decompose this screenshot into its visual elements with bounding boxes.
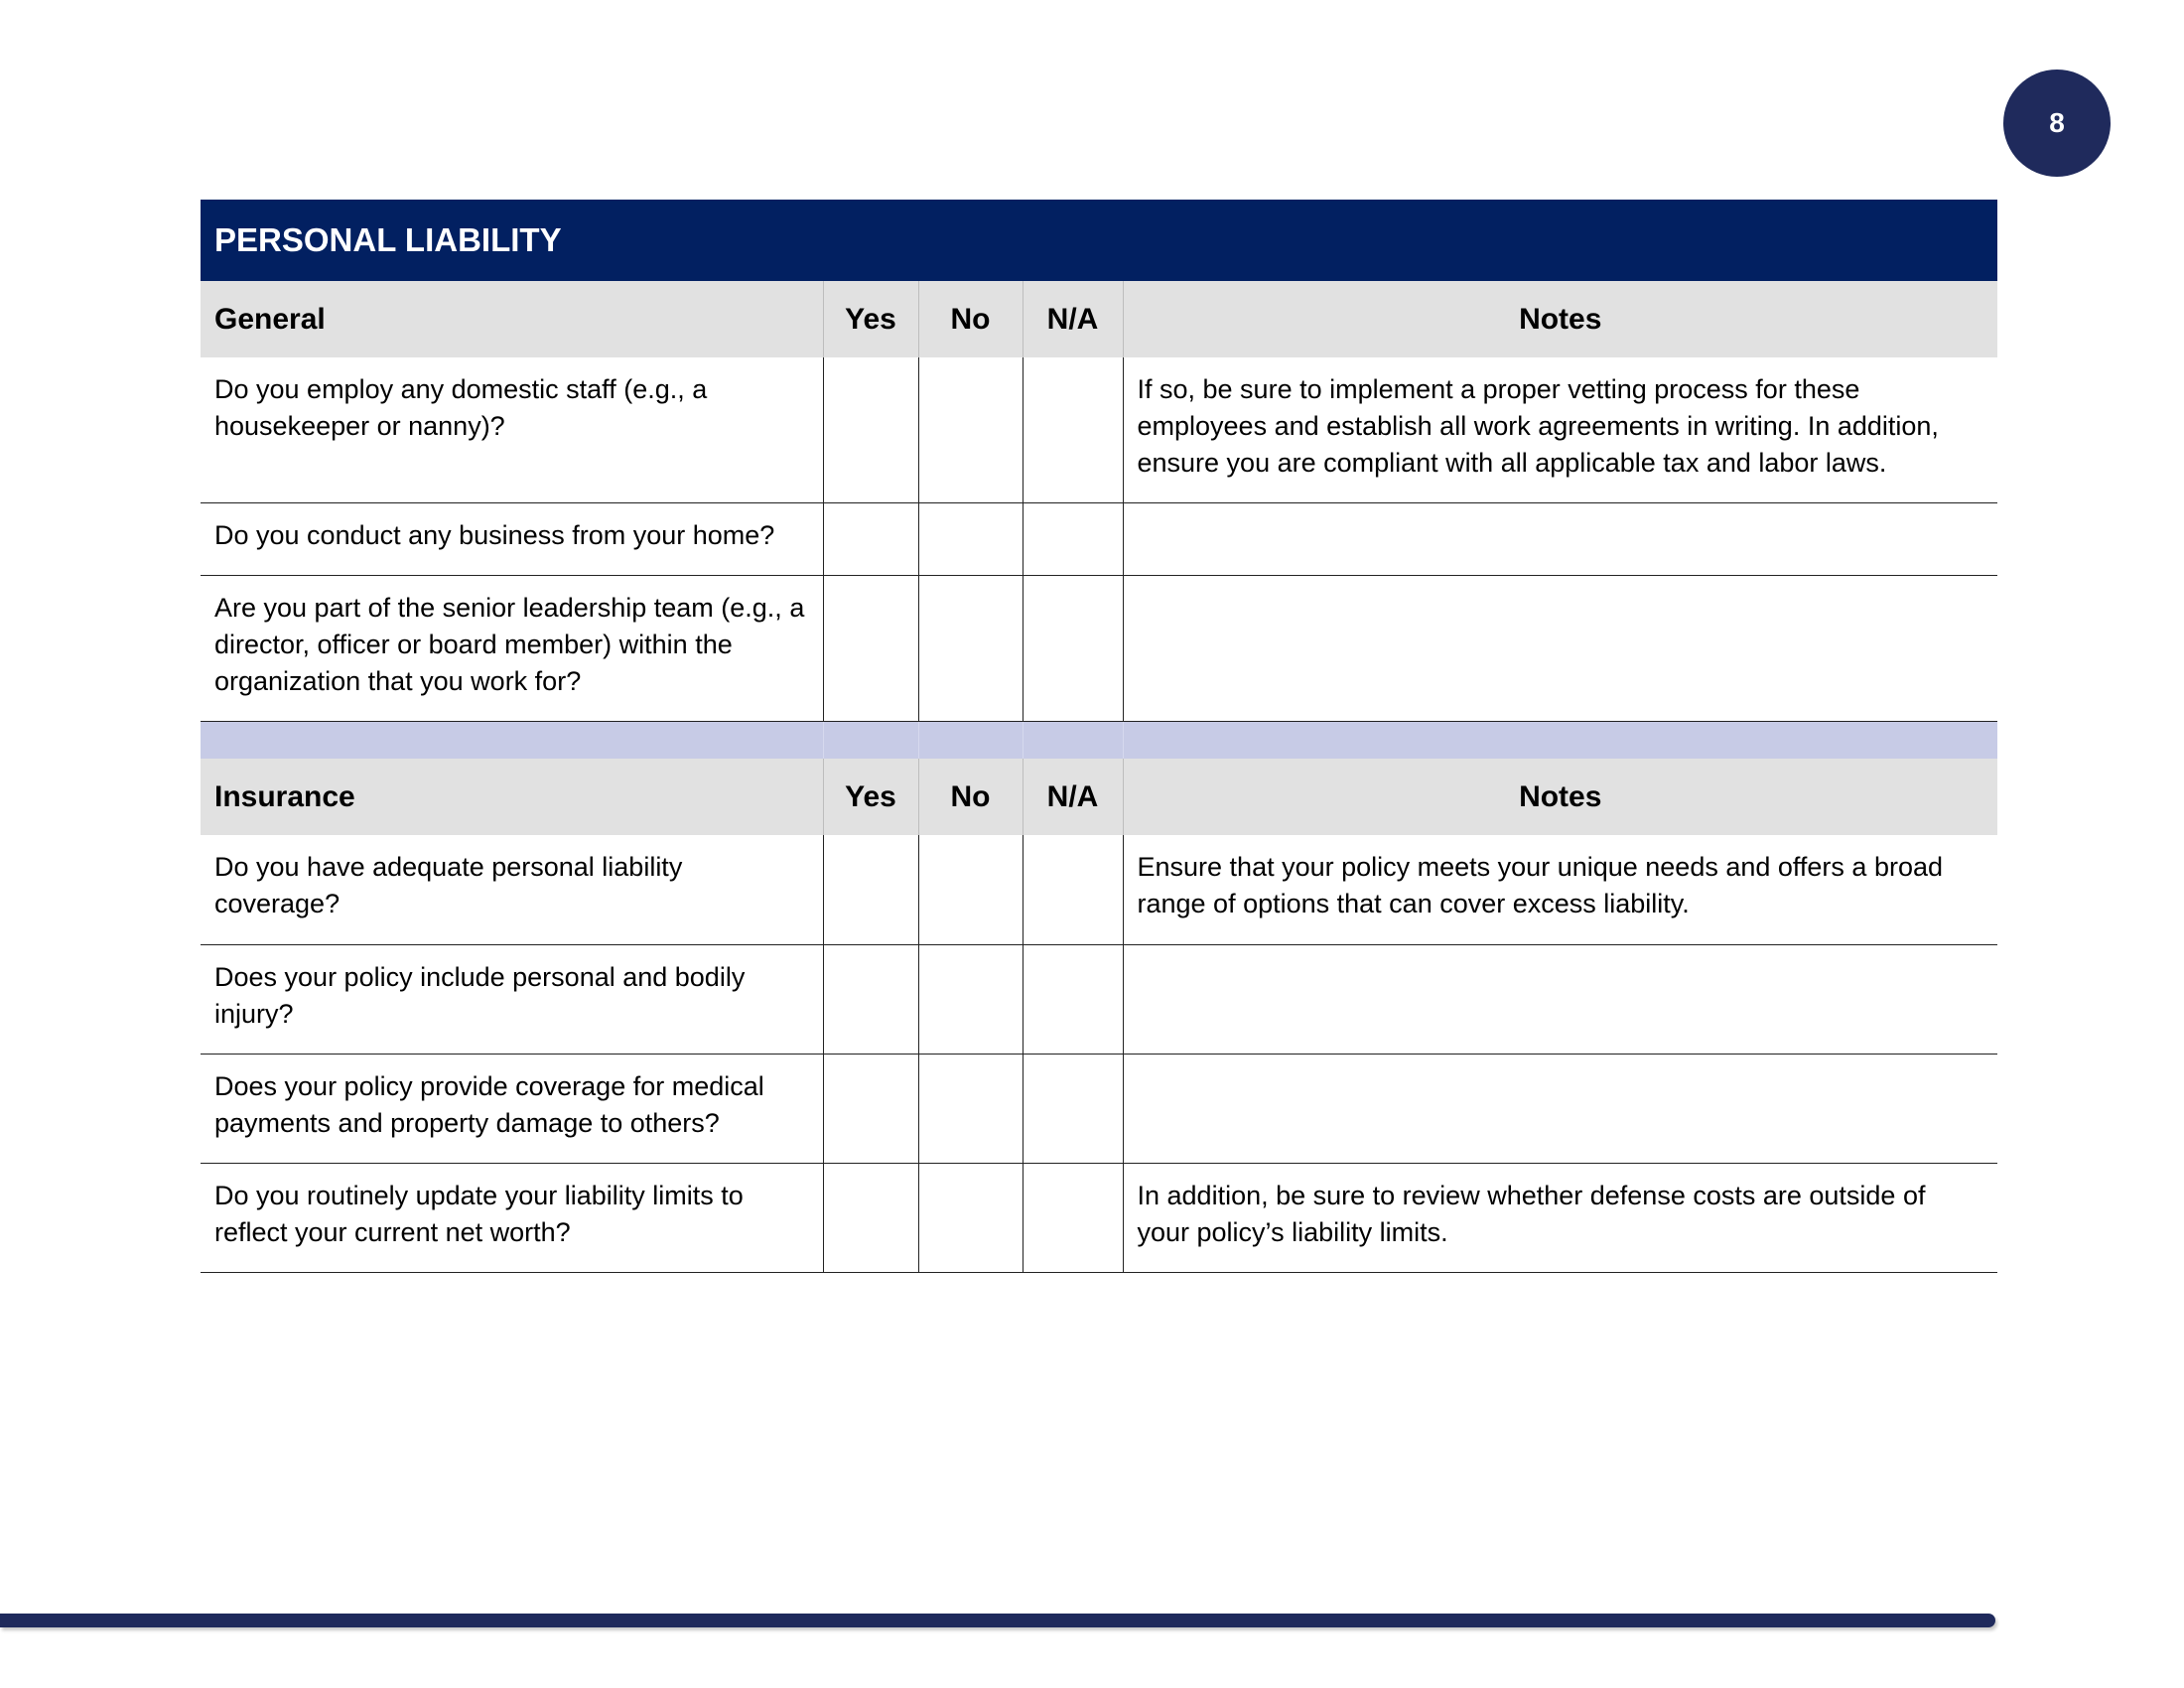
column-yes: Yes [823, 281, 918, 357]
footer-bar [0, 1614, 1995, 1627]
no-cell[interactable] [918, 575, 1023, 721]
question-cell: Does your policy provide coverage for medical payments and property damage to others? [201, 1054, 823, 1163]
column-notes: Notes [1123, 759, 1997, 835]
notes-cell: Ensure that your policy meets your unique needs and offers a broad range of options that can cover excess liability. [1123, 835, 1997, 944]
question-cell: Are you part of the senior leadership team (e.g., a director, officer or board member) within the organization that you work for? [201, 575, 823, 721]
na-cell[interactable] [1023, 835, 1123, 944]
separator-cell [1123, 721, 1997, 759]
group-separator [201, 721, 1997, 759]
yes-cell[interactable] [823, 1054, 918, 1163]
table-row [201, 357, 1997, 502]
general-header-row [201, 281, 1997, 357]
notes-cell: In addition, be sure to review whether defense costs are outside of your policy’s liability limits. [1123, 1163, 1997, 1272]
na-cell[interactable] [1023, 502, 1123, 575]
page-number: 8 [2049, 107, 2065, 138]
table-row [201, 1163, 1997, 1272]
notes-cell[interactable] [1123, 1054, 1997, 1163]
no-cell[interactable] [918, 357, 1023, 502]
column-no: No [918, 759, 1023, 835]
column-yes: Yes [823, 759, 918, 835]
section-title [201, 200, 1997, 281]
na-cell[interactable] [1023, 1163, 1123, 1272]
no-cell[interactable] [918, 835, 1023, 944]
notes-cell[interactable] [1123, 502, 1997, 575]
notes-cell: If so, be sure to implement a proper vetting process for these employees and establish all work agreements in writing. In addition, ensure you are compliant with all applicable tax and labor laws. [1123, 357, 1997, 502]
column-no: No [918, 281, 1023, 357]
notes-cell[interactable] [1123, 575, 1997, 721]
question-cell: Do you employ any domestic staff (e.g., a housekeeper or nanny)? [201, 357, 823, 502]
no-cell[interactable] [918, 1054, 1023, 1163]
na-cell[interactable] [1023, 1054, 1123, 1163]
group-heading-insurance: Insurance [201, 759, 823, 835]
personal-liability-checklist [201, 200, 1997, 1273]
no-cell[interactable] [918, 502, 1023, 575]
notes-cell[interactable] [1123, 944, 1997, 1054]
na-cell[interactable] [1023, 944, 1123, 1054]
group-heading-general: General [201, 281, 823, 357]
separator-cell [201, 721, 823, 759]
yes-cell[interactable] [823, 357, 918, 502]
separator-cell [1023, 721, 1123, 759]
column-na: N/A [1023, 281, 1123, 357]
column-na: N/A [1023, 759, 1123, 835]
na-cell[interactable] [1023, 357, 1123, 502]
table-row [201, 835, 1997, 944]
yes-cell[interactable] [823, 944, 918, 1054]
separator-cell [918, 721, 1023, 759]
no-cell[interactable] [918, 1163, 1023, 1272]
question-cell: Does your policy include personal and bodily injury? [201, 944, 823, 1054]
na-cell[interactable] [1023, 575, 1123, 721]
page-number-badge [2003, 70, 2111, 177]
table-row [201, 575, 1997, 721]
question-cell: Do you have adequate personal liability coverage? [201, 835, 823, 944]
yes-cell[interactable] [823, 575, 918, 721]
question-cell: Do you conduct any business from your home? [201, 502, 823, 575]
section-title-text: PERSONAL LIABILITY [214, 221, 562, 258]
checklist-table [201, 281, 1997, 1273]
column-notes: Notes [1123, 281, 1997, 357]
insurance-header-row [201, 759, 1997, 835]
no-cell[interactable] [918, 944, 1023, 1054]
table-row [201, 502, 1997, 575]
table-row [201, 1054, 1997, 1163]
yes-cell[interactable] [823, 1163, 918, 1272]
separator-cell [823, 721, 918, 759]
yes-cell[interactable] [823, 502, 918, 575]
yes-cell[interactable] [823, 835, 918, 944]
table-row [201, 944, 1997, 1054]
question-cell: Do you routinely update your liability limits to reflect your current net worth? [201, 1163, 823, 1272]
